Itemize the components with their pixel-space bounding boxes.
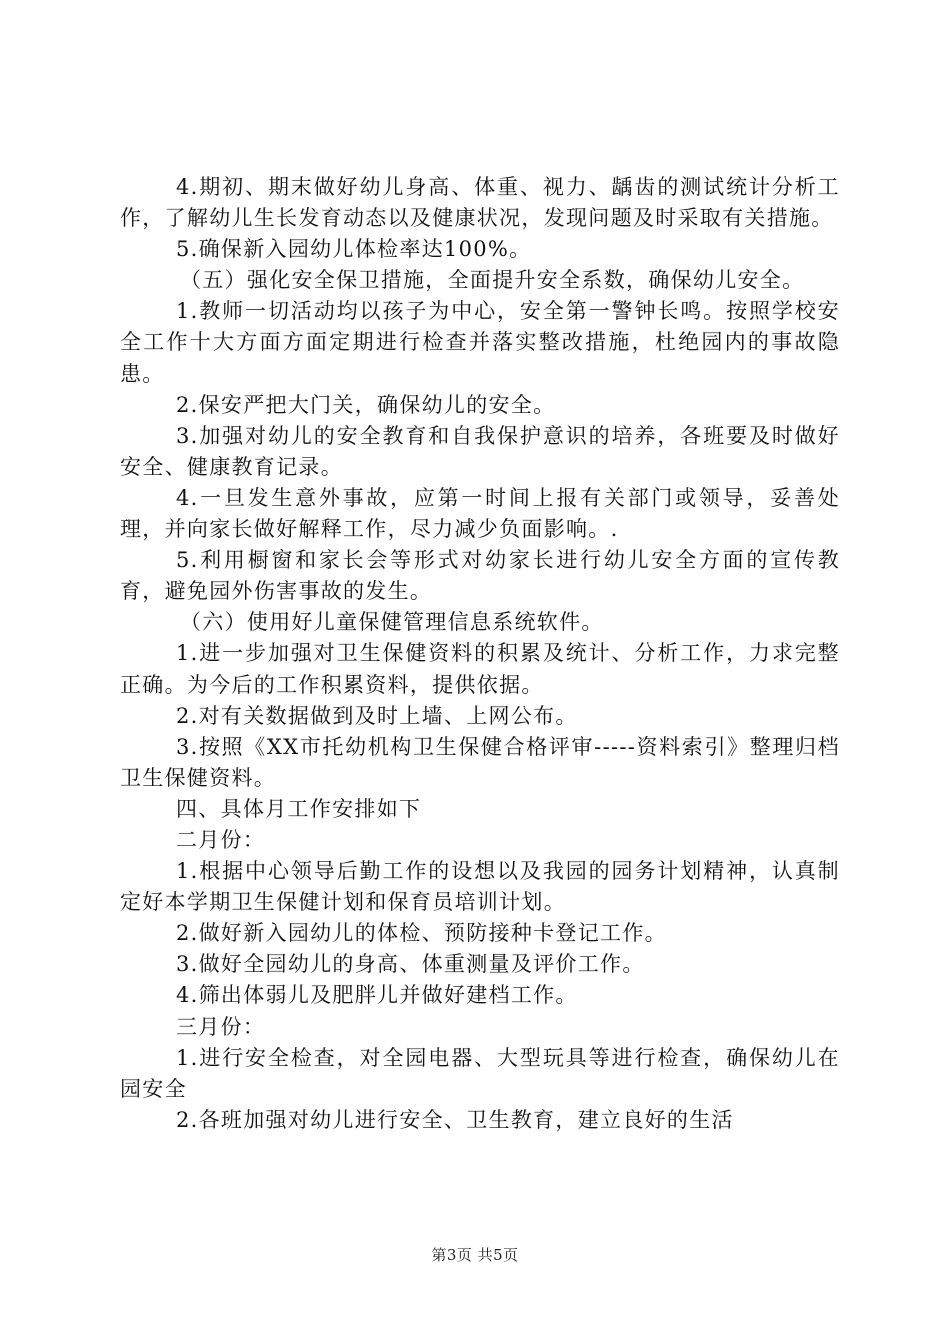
- paragraph: 4.一旦发生意外事故，应第一时间上报有关部门或领导，妥善处理，并向家长做好解释工作，尽力减少负面影响。.: [120, 485, 840, 542]
- paragraph: 1.进行安全检查，对全园电器、大型玩具等进行检查，确保幼儿在园安全: [120, 1045, 840, 1101]
- paragraph: 2.保安严把大门关，确保幼儿的安全。: [176, 392, 556, 417]
- page-footer: 第3页 共5页: [431, 1246, 519, 1264]
- paragraph: 2.做好新入园幼儿的体检、预防接种卡登记工作。: [176, 921, 667, 946]
- section-heading: （五）强化安全保卫措施，全面提升安全系数，确保幼儿安全。: [180, 268, 805, 293]
- month-heading: 二月份：: [176, 827, 266, 852]
- paragraph: 3.按照《XX市托幼机构卫生保健合格评审-----资料索引》整理归档卫生保健资料。: [120, 734, 840, 790]
- paragraph: 1.根据中心领导后勤工作的设想以及我园的园务计划精神，认真制定好本学期卫生保健计划和保育员培训计划。: [120, 859, 840, 915]
- paragraph: 1.进一步加强对卫生保健资料的积累及统计、分析工作，力求完整正确。为今后的工作积累资料，提供依据。: [120, 641, 840, 697]
- paragraph: 3.做好全园幼儿的身高、体重测量及评价工作。: [176, 952, 645, 977]
- paragraph: 4.期初、期末做好幼儿身高、体重、视力、龋齿的测试统计分析工作，了解幼儿生长发育动态以及健康状况，发现问题及时采取有关措施。: [120, 175, 840, 231]
- section-heading: 四、具体月工作安排如下: [176, 796, 422, 821]
- paragraph: 2.各班加强对幼儿进行安全、卫生教育，建立良好的生活: [176, 1107, 734, 1132]
- paragraph: 1.教师一切活动均以孩子为中心，安全第一警钟长鸣。按照学校安全工作十大方面方面定期进行检查并落实整改措施，杜绝园内的事故隐患。: [120, 299, 840, 386]
- paragraph: 4.筛出体弱儿及肥胖儿并做好建档工作。: [176, 983, 578, 1008]
- paragraph: 5.确保新入园幼儿体检率达100%。: [176, 237, 532, 262]
- paragraph: 2.对有关数据做到及时上墙、上网公布。: [176, 703, 578, 728]
- body-text: [120, 172, 840, 1136]
- section-heading: （六）使用好儿童保健管理信息系统软件。: [180, 610, 604, 635]
- month-heading: 三月份：: [176, 1014, 266, 1039]
- paragraph: 5.利用橱窗和家长会等形式对幼家长进行幼儿安全方面的宣传教育，避免园外伤害事故的发生。: [120, 548, 840, 604]
- paragraph: 3.加强对幼儿的安全教育和自我保护意识的培养，各班要及时做好安全、健康教育记录。: [120, 423, 840, 479]
